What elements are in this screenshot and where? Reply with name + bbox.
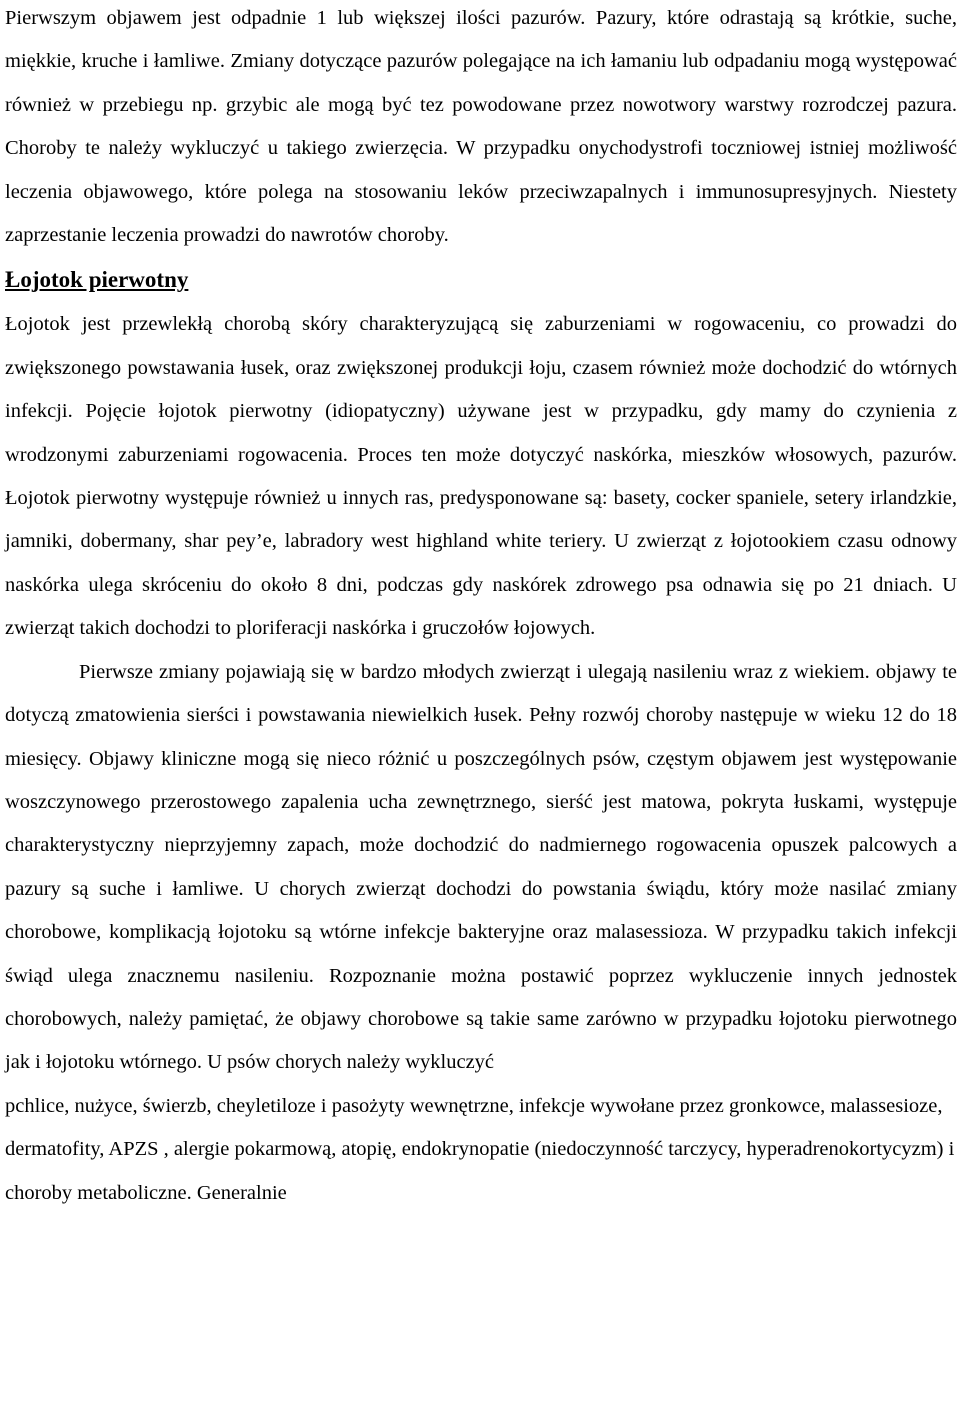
paragraph-seborrhea-definition: Łojotok jest przewlekłą chorobą skóry charakteryzującą się zaburzeniami w rogowaceniu, co prowadzi do zwiększonego powstawania łusek, oraz zwiększonej produkcji łoju, czasem również może dochodzić do wtórnych infekcji. Pojęcie łojotok pierwotny (idiopatyczny) używane jest w przypadku, gdy mamy do czynienia z wrodzonymi zaburzeniami rogowacenia. Proces ten może dotyczyć naskórka, mieszków włosowych, pazurów. Łojotok pierwotny występuje również u innych ras, predysponowane są: basety, cocker spaniele, setery irlandzkie, jamniki, dobermany, shar pey’e, labradory west highland white teriery. U zwierząt z łojotookiem czasu odnowy naskórka ulega skróceniu do około 8 dni, podczas gdy naskórek zdrowego psa odnawia się po 21 dniach. U zwierząt takich dochodzi to ploriferacji naskórka i gruczołów łojowych. xyxy=(5,313,957,640)
document-page xyxy=(5,0,957,1215)
paragraph-symptoms-diagnosis: Pierwsze zmiany pojawiają się w bardzo młodych zwierząt i ulegają nasileniu wraz z wiekiem. objawy te dotyczą zmatowienia sierści i powstawania niewielkich łusek. Pełny rozwój choroby następuje w wieku 12 do 18 miesięcy. Objawy kliniczne mogą się nieco różnić u poszczególnych psów, częstym objawem jest występowanie woszczynowego przerostowego zapalenia ucha zewnętrznego, sierść jest matowa, pokryta łuskami, występuje charakterystyczny nieprzyjemny zapach, może dochodzić do nadmiernego rogowacenia opuszek palcowych a pazury są suche i łamliwe. U chorych zwierząt dochodzi do powstania świądu, który może nasilać zmiany chorobowe, komplikacją łojotoku są wtórne infekcje bakteryjne oraz malasessioza. W przypadku takich infekcji świąd ulega znacznemu nasileniu. Rozpoznanie można postawić poprzez wykluczenie innych jednostek chorobowych, należy pamiętać, że objawy chorobowe są takie same zarówno w przypadku łojotoku pierwotnego jak i łojotoku wtórnego. U psów chorych należy wykluczyć xyxy=(5,660,957,1074)
intro-paragraph: Pierwszym objawem jest odpadnie 1 lub większej ilości pazurów. Pazury, które odrastają są krótkie, suche, miękkie, kruche i łamliwe. Zmiany dotyczące pazurów polegające na ich łamaniu lub odpadaniu mogą występować również w przebiegu np. grzybic ale mogą być tez powodowane przez nowotwory warstwy rozrodczej pazura. Choroby te należy wykluczyć u takiego zwierzęcia. W przypadku onychodystrofi toczniowej istniej możliwość leczenia objawowego, które polega na stosowaniu leków przeciwzapalnych i immunosupresyjnych. Niestety zaprzestanie leczenia prowadzi do nawrotów choroby. xyxy=(5,7,957,247)
section-heading: Łojotok pierwotny xyxy=(5,267,189,293)
paragraph-exclusions: pchlice, nużyce, świerzb, cheyletiloze i pasożyty wewnętrzne, infekcje wywołane przez gronkowce, malassesioze, dermatofity, APZS , alergie pokarmową, atopię, endokrynopatie (niedoczynność tarczycy, hyperadrenokortycyzm) i choroby metaboliczne. Generalnie xyxy=(5,1094,955,1204)
